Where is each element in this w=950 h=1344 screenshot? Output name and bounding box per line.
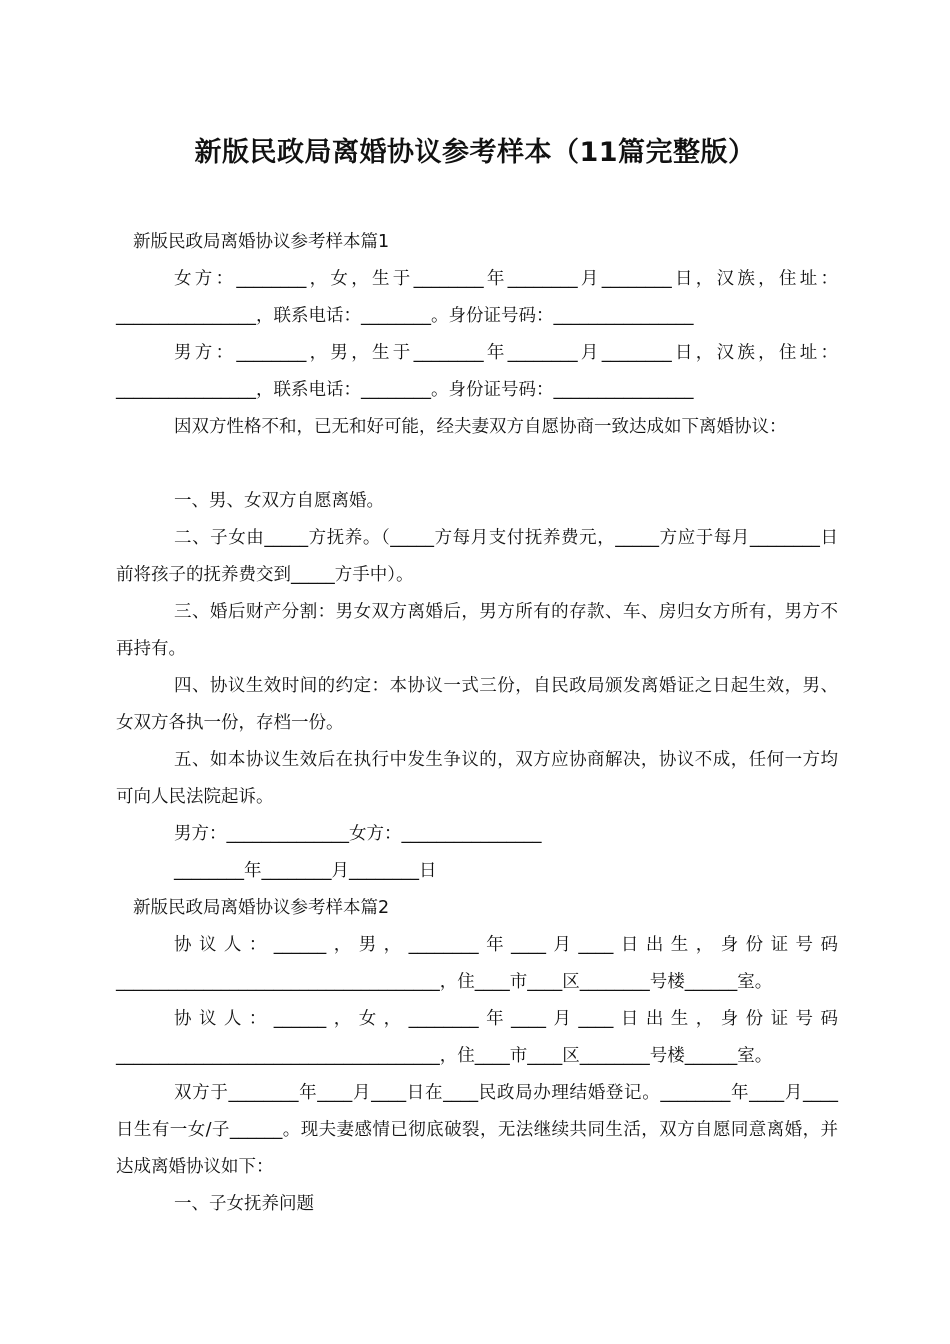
clause-5: 五、如本协议生效后在执行中发生争议的，双方应协商解决，协议不成，任何一方均可向人民法院起诉。	[116, 750, 838, 807]
date-line: ________年________月________日	[174, 861, 437, 881]
agreement-intro: 因双方性格不和，已无和好可能，经夫妻双方自愿协商一致达成如下离婚协议：	[174, 417, 787, 437]
document-title: 新版民政局离婚协议参考样本（11篇完整版）	[194, 137, 756, 168]
party-female-line: 女方：________，女，生于________年________月________日，汉族，住址：________________，联系电话：________。身份证号码：________________	[116, 269, 838, 326]
party-1-line: 协议人：______，男，________年____月____日出生，身份证号码_____________________________________，住____市____区________号楼______室。	[116, 935, 838, 992]
section-heading-1: 新版民政局离婚协议参考样本篇1	[133, 232, 390, 252]
clause-4: 四、协议生效时间的约定：本协议一式三份，自民政局颁发离婚证之日起生效，男、女双方各执一份，存档一份。	[116, 676, 838, 733]
child-custody-heading: 一、子女抚养问题	[174, 1194, 314, 1214]
signature-line: 男方：______________女方：________________	[174, 824, 542, 844]
marriage-registration-paragraph: 双方于________年____月____日在____民政局办理结婚登记。________年____月____日生有一女/子______。现夫妻感情已彻底破裂，无法继续共同生活，双方自愿同意离婚，并达成离婚协议如下：	[116, 1083, 838, 1177]
clause-3: 三、婚后财产分割：男女双方离婚后，男方所有的存款、车、房归女方所有，男方不再持有。	[116, 602, 838, 659]
section-heading-2: 新版民政局离婚协议参考样本篇2	[133, 898, 390, 918]
clause-1: 一、男、女双方自愿离婚。	[174, 491, 384, 511]
party-male-line: 男方：________，男，生于________年________月________日，汉族，住址：________________，联系电话：________。身份证号码：________________	[116, 343, 838, 400]
party-2-line: 协议人：______，女，________年____月____日出生，身份证号码_____________________________________，住____市____区________号楼______室。	[116, 1009, 838, 1066]
document-body	[116, 224, 838, 1223]
clause-2: 二、子女由_____方抚养。（_____方每月支付抚养费元，_____方应于每月________日前将孩子的抚养费交到_____方手中）。	[116, 528, 838, 585]
